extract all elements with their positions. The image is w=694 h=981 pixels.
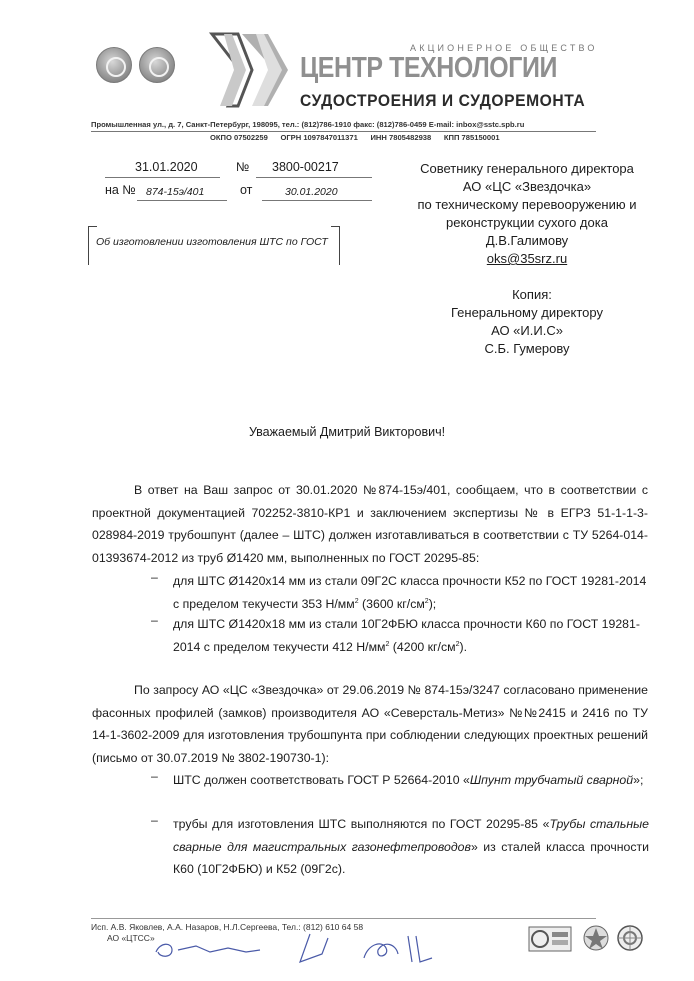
outgoing-date: 31.01.2020 bbox=[135, 160, 198, 174]
copy-line: Генеральному директору bbox=[451, 305, 603, 320]
list-item bbox=[173, 613, 649, 658]
letter-subject: Об изготовлении изготовления ШТС по ГОСТ bbox=[96, 236, 328, 248]
addressee-line: реконструкции сухого дока bbox=[446, 215, 608, 230]
award-seal-icon bbox=[96, 47, 132, 83]
copy-label: Копия: bbox=[512, 287, 552, 302]
copy-line: АО «И.И.С» bbox=[491, 323, 563, 338]
copy-block bbox=[392, 286, 662, 358]
registry-mark-icon bbox=[616, 924, 644, 952]
addressee-line: по техническому перевооружению и bbox=[417, 197, 637, 212]
reference-date: 30.01.2020 bbox=[285, 186, 338, 198]
superscript: 2 bbox=[385, 640, 390, 648]
list-item-text: »; bbox=[633, 773, 644, 787]
superscript: 2 bbox=[424, 597, 429, 605]
addressee-line: Советнику генерального директора bbox=[420, 161, 634, 176]
addressee-block bbox=[392, 160, 662, 268]
superscript: 2 bbox=[455, 640, 460, 648]
addressee-line: АО «ЦС «Звездочка» bbox=[462, 179, 592, 194]
quality-mark-icon bbox=[582, 924, 610, 952]
list-item bbox=[173, 769, 649, 792]
letterhead-divider bbox=[91, 131, 596, 132]
subject-bracket-right bbox=[331, 226, 340, 265]
salutation: Уважаемый Дмитрий Викторович! bbox=[248, 425, 446, 439]
company-requisites: ОКПО 07502259 ОГРН 1097847011371 ИНН 7805482938 КПП 785150001 bbox=[210, 133, 500, 142]
list-item-text: трубы для изготовления ШТС выполняются по ГОСТ 20295-85 « bbox=[173, 817, 550, 831]
reference-number-label: на № bbox=[105, 183, 136, 197]
copy-line: С.Б. Гумерову bbox=[484, 341, 570, 356]
list-item-text: (3600 кг/см bbox=[358, 596, 425, 611]
addressee-line: Д.В.Галимову bbox=[485, 233, 569, 248]
list-item-text: » из сталей класса прочности К60 (10Г2ФБЮ) и К52 (09Г2с). bbox=[173, 839, 650, 876]
company-type: АКЦИОНЕРНОЕ ОБЩЕСТВО bbox=[410, 43, 598, 53]
list-item-text: ); bbox=[428, 596, 437, 611]
reference-number: 874-15э/401 bbox=[146, 186, 205, 198]
reference-date-label: от bbox=[240, 183, 253, 197]
award-seal-icon bbox=[139, 47, 175, 83]
executors-org: АО «ЦТСС» bbox=[107, 933, 155, 943]
reference-date-underline bbox=[262, 200, 372, 201]
number-underline bbox=[256, 177, 372, 178]
company-name-line1: ЦЕНТР ТЕХНОЛОГИИ bbox=[300, 52, 557, 84]
standard-title: Шпунт трубчатый сварной bbox=[469, 773, 634, 787]
outgoing-number: 3800-00217 bbox=[272, 160, 339, 174]
list-bullet: – bbox=[151, 570, 158, 584]
standard-title: Трубы стальные сварные для магистральных газонефтепроводов bbox=[173, 817, 649, 854]
list-item-text: для ШТС Ø1420х14 мм из стали 09Г2С класса прочности К52 по ГОСТ 19281-2014 с пределом текучести 353 Н/мм bbox=[173, 574, 647, 611]
list-item bbox=[173, 813, 649, 881]
paragraph-1: В ответ на Ваш запрос от 30.01.2020 №874-15э/401, сообщаем, что в соответствии с проектной документацией 702252-3810-КР1 и заключением экспертизы № в ЕГРЗ 51-1-1-3-028984-2019 трубошпунт (далее – ШТС) должен изготавливаться в соответствии с ТУ 5264-014-01393674-2012 из труб Ø1420 мм, выполненных по ГОСТ 20295-85: bbox=[92, 483, 648, 565]
executors-info: Исп. А.В. Яковлев, А.А. Назаров, Н.Л.Сергеева, Тел.: (812) 610 64 58 bbox=[91, 922, 364, 932]
date-underline bbox=[105, 177, 220, 178]
list-item bbox=[173, 570, 649, 615]
paragraph-2: По запросу АО «ЦС «Звездочка» от 29.06.2019 № 874-15э/3247 согласовано применение фасонных профилей (замков) производителя АО «Северсталь-Метиз» №№2415 и 2416 по ТУ 14-1-3602-2009 для изготовления трубошпунта при соблюдении следующих проектных решений (письмо от 30.07.2019 № 3802-190730-1): bbox=[92, 683, 648, 765]
outgoing-number-label: № bbox=[236, 160, 250, 174]
list-item-text: ). bbox=[459, 639, 467, 654]
signature-image bbox=[150, 928, 450, 968]
company-name-line2: СУДОСТРОЕНИЯ И СУДОРЕМОНТА bbox=[300, 91, 586, 110]
company-logo-icon bbox=[208, 30, 300, 110]
footer-divider bbox=[91, 918, 596, 919]
list-item-text: (4200 кг/см bbox=[389, 639, 456, 654]
list-bullet: – bbox=[151, 813, 158, 827]
list-item-text: для ШТС Ø1420х18 мм из стали 10Г2ФБЮ класса прочности К60 по ГОСТ 19281-2014 с пределом текучести 412 Н/мм bbox=[173, 617, 640, 654]
reference-number-underline bbox=[137, 200, 227, 201]
list-item-text: ШТС должен соответствовать ГОСТ Р 52664-2010 « bbox=[173, 773, 470, 787]
list-bullet: – bbox=[151, 769, 158, 783]
superscript: 2 bbox=[354, 597, 359, 605]
company-address: Промышленная ул., д. 7, Санкт-Петербург, 198095, тел.: (812)786-1910 факс: (812)786-0459 E-mail: inbox@sstc.spb.ru bbox=[91, 120, 525, 129]
addressee-email-link[interactable]: oks@35srz.ru bbox=[486, 251, 568, 266]
certification-mark-icon bbox=[528, 926, 572, 952]
list-bullet: – bbox=[151, 613, 158, 627]
